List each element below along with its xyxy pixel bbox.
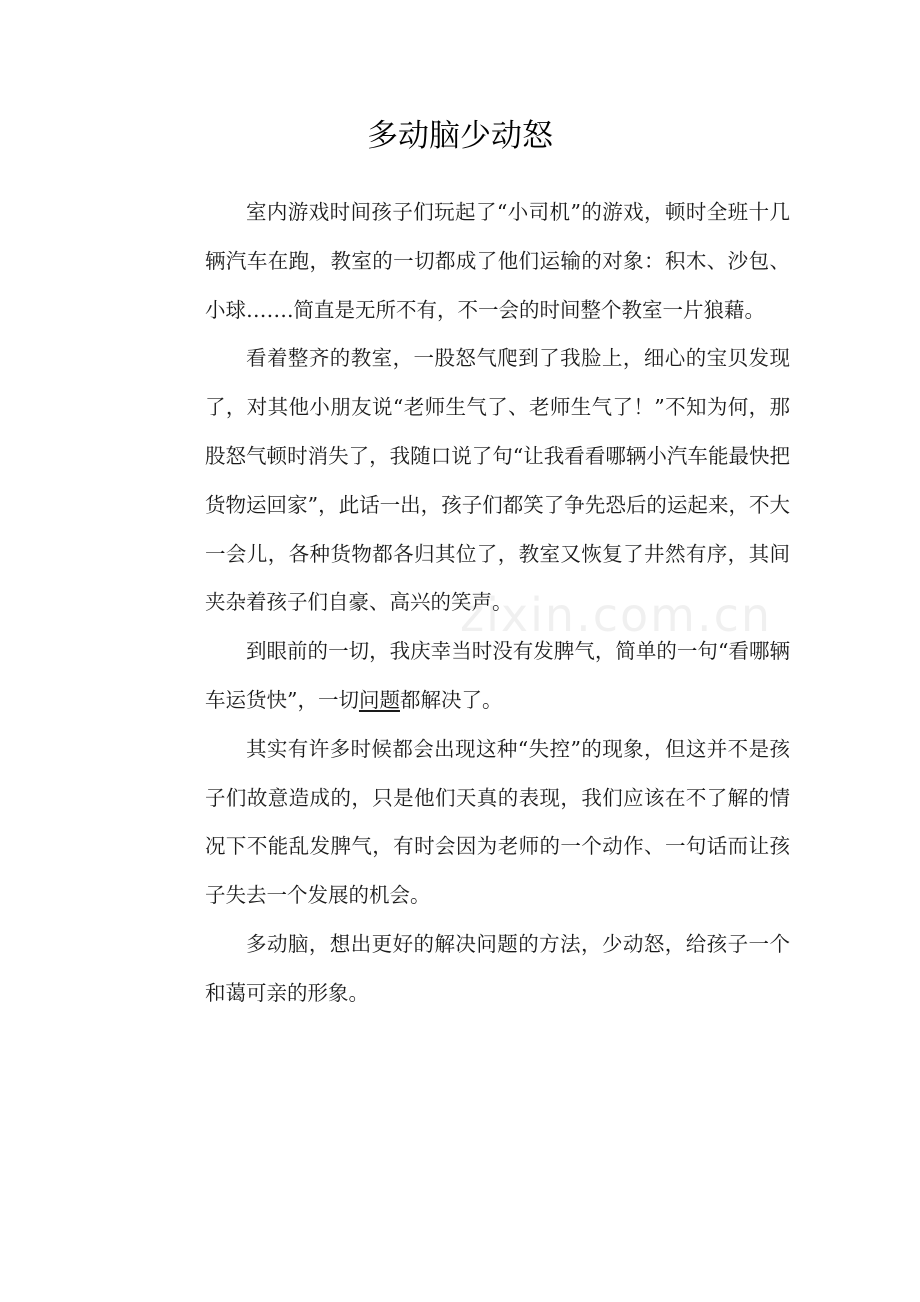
paragraph-4: 其实有许多时候都会出现这种“失控”的现象，但这并不是孩子们故意造成的，只是他们天真的表现，我们应该在不了解的情况下不能乱发脾气，有时会因为老师的一个动作、一句话而让孩子失去一个发展的机会。 — [205, 736, 790, 908]
underlined-word: 问题 — [358, 687, 400, 712]
document-body — [205, 188, 790, 1018]
paragraph-3-text-before: 到眼前的一切，我庆幸当时没有发脾气，简单的一句“看哪辆车运货快”，一切 — [205, 639, 790, 712]
watermark: zixin.com.cn — [460, 588, 773, 642]
document-title: 多动脑少动怒 — [367, 118, 553, 154]
paragraph-3-text-after: 都解决了。 — [399, 687, 503, 712]
paragraph-3 — [205, 627, 790, 725]
paragraph-1: 室内游戏时间孩子们玩起了“小司机”的游戏，顿时全班十几辆汽车在跑，教室的一切都成了他们运输的对象：积木、沙包、小球…….简直是无所不有，不一会的时间整个教室一片狼藉。 — [205, 200, 790, 322]
paragraph-2: 看着整齐的教室，一股怒气爬到了我脸上，细心的宝贝发现了，对其他小朋友说“老师生气了、老师生气了！”不知为何，那股怒气顿时消失了，我随口说了句“让我看看哪辆小汽车能最快把货物运回家”，此话一出，孩子们都笑了争先恐后的运起来，不大一会儿，各种货物都各归其位了，教室又恢复了井然有序，其间夹杂着孩子们自豪、高兴的笑声。 — [205, 346, 790, 615]
paragraph-5: 多动脑，想出更好的解决问题的方法，少动怒，给孩子一个和蔼可亲的形象。 — [205, 931, 790, 1005]
